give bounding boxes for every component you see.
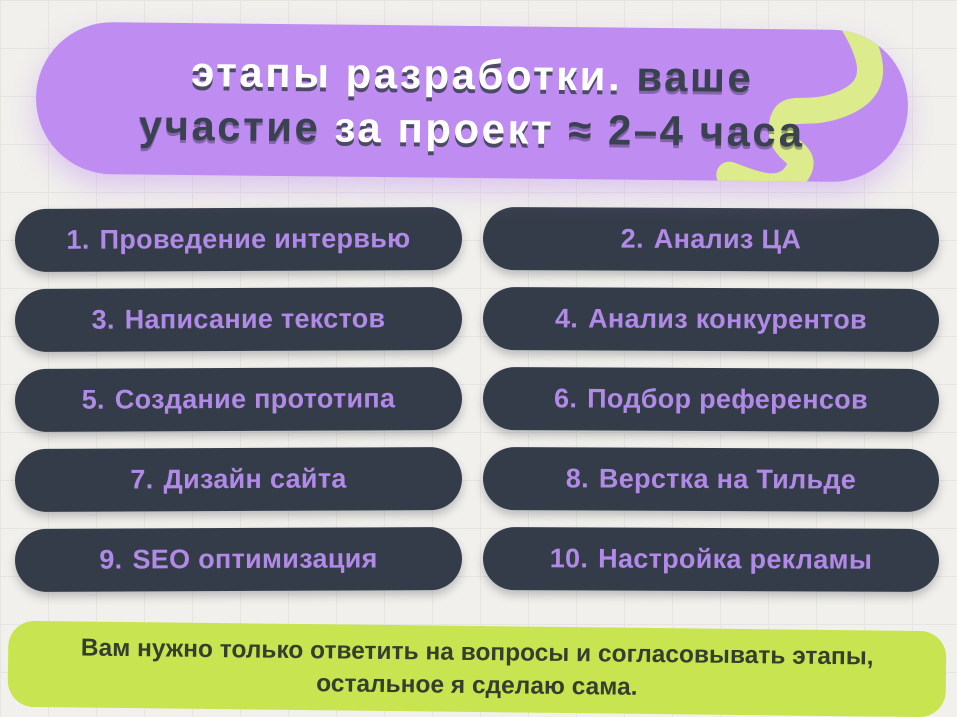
step-label: Подбор референсов bbox=[587, 383, 868, 415]
step-item-10 bbox=[483, 527, 939, 592]
step-item-5 bbox=[15, 367, 462, 432]
step-number: 2. bbox=[620, 223, 644, 254]
header-title-part-white1: этапы разработки. bbox=[190, 47, 623, 100]
step-number: 10. bbox=[549, 543, 589, 574]
footer-banner bbox=[8, 621, 947, 717]
header-title-line1 bbox=[191, 46, 754, 104]
step-item-3 bbox=[15, 287, 462, 352]
step-label: Анализ конкурентов bbox=[588, 303, 868, 335]
step-item-2 bbox=[483, 207, 939, 272]
step-label: Верстка на Тильде bbox=[598, 463, 857, 495]
step-number: 5. bbox=[81, 384, 105, 415]
footer-text-line1: Вам нужно только ответить на вопросы и согласовывать этапы, bbox=[80, 634, 874, 671]
header-title-part-dark3: ≈ 2–4 часа bbox=[568, 106, 805, 156]
step-number: 3. bbox=[91, 304, 115, 335]
steps-list bbox=[15, 208, 939, 591]
step-item-7 bbox=[15, 447, 462, 512]
header-title-part-dark1: ваше bbox=[636, 52, 754, 101]
step-label: Анализ ЦА bbox=[653, 223, 802, 255]
step-item-9 bbox=[15, 527, 462, 592]
header-banner bbox=[35, 21, 909, 182]
step-label: Настройка рекламы bbox=[598, 543, 873, 575]
step-number: 6. bbox=[554, 383, 578, 414]
header-title-part-white2: за проект bbox=[334, 103, 555, 153]
step-item-1 bbox=[15, 207, 462, 272]
header-title-line2 bbox=[138, 100, 804, 159]
step-label: Проведение интервью bbox=[99, 223, 411, 255]
header-title-part-dark2: участие bbox=[138, 101, 321, 151]
step-label: Дизайн сайта bbox=[163, 463, 347, 495]
step-item-6 bbox=[483, 367, 939, 432]
footer-text-line2: остальное я сделаю сама. bbox=[315, 670, 638, 701]
step-label: Написание текстов bbox=[124, 303, 386, 335]
step-label: Создание прототипа bbox=[114, 383, 396, 415]
step-number: 8. bbox=[565, 463, 590, 494]
step-item-8 bbox=[483, 447, 939, 512]
step-label: SEO оптимизация bbox=[132, 543, 378, 575]
step-number: 4. bbox=[554, 303, 579, 334]
step-number: 9. bbox=[99, 544, 123, 575]
step-number: 1. bbox=[66, 224, 90, 255]
step-number: 7. bbox=[130, 464, 154, 495]
step-item-4 bbox=[483, 287, 939, 352]
